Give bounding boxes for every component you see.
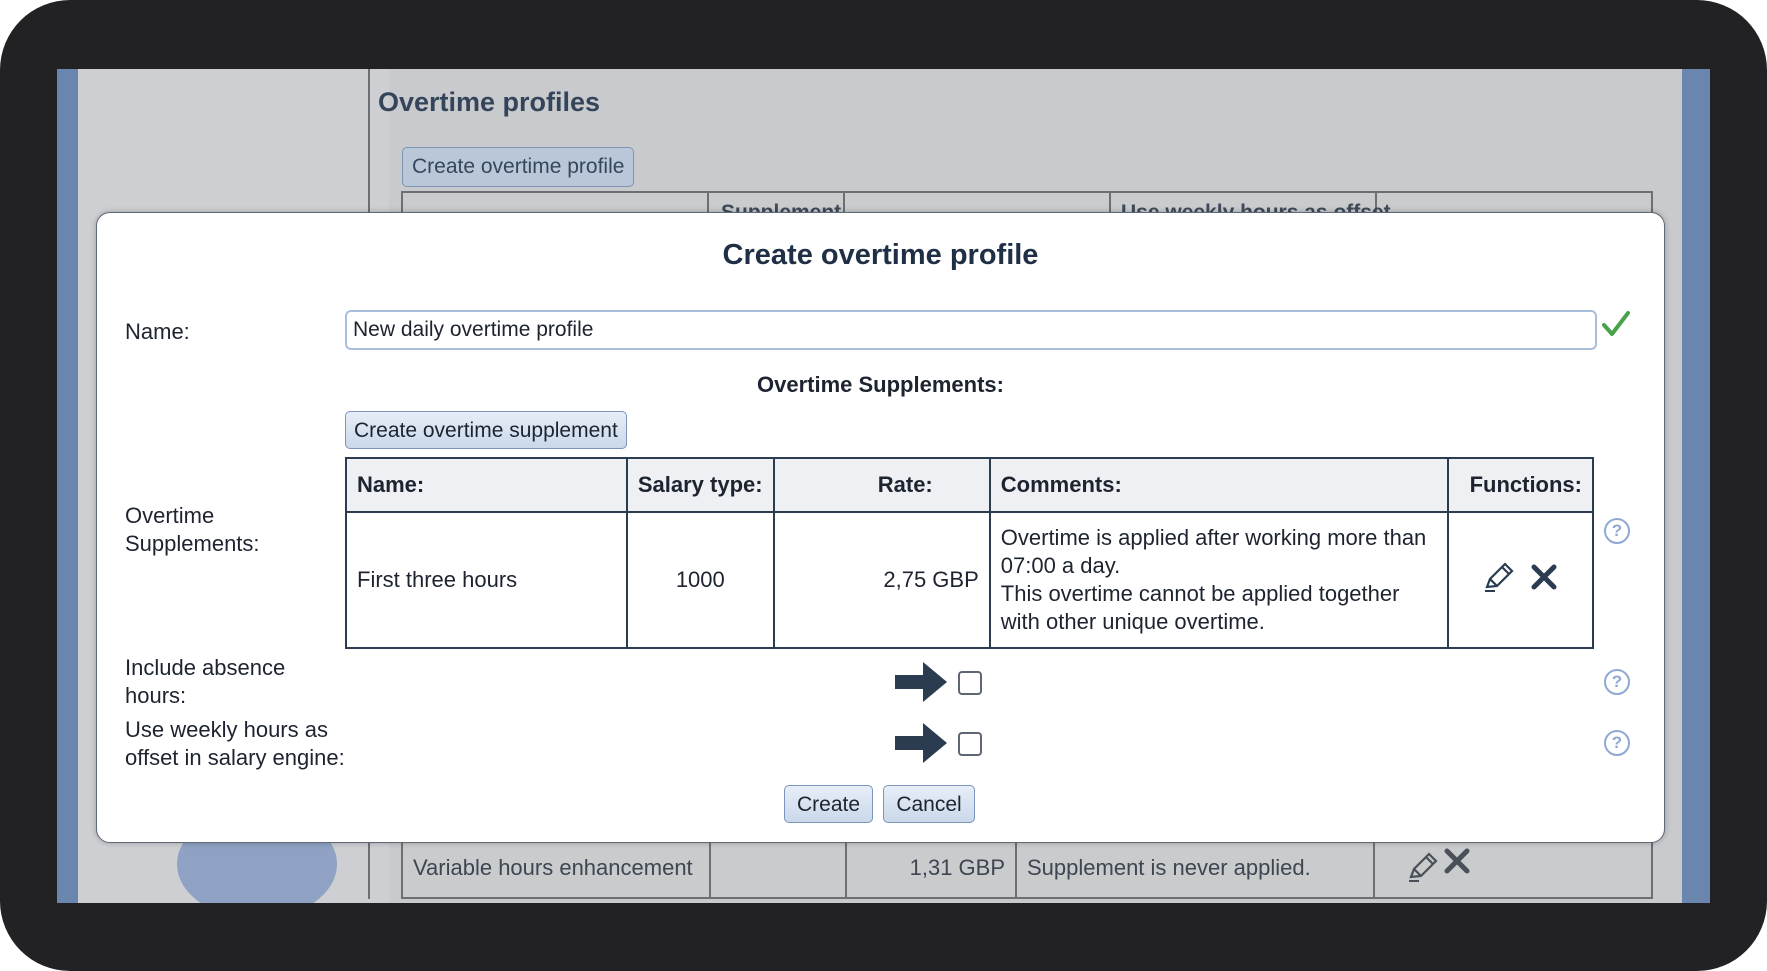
supplements-heading: Overtime Supplements: — [757, 372, 1004, 397]
background-table-row — [401, 837, 1653, 899]
help-icon[interactable]: ? — [1604, 730, 1630, 756]
col-header-salary-type: Salary type: — [627, 458, 774, 512]
col-header-rate: Rate: — [774, 458, 990, 512]
col-header-functions: Functions: — [1448, 458, 1593, 512]
profile-name-input[interactable] — [345, 310, 1597, 350]
arrow-right-icon — [893, 720, 949, 766]
create-profile-dialog — [96, 212, 1665, 843]
close-icon[interactable] — [1531, 564, 1557, 596]
background-page-title: Overtime profiles — [378, 87, 601, 117]
supplements-label: Overtime Supplements: — [125, 503, 260, 556]
weekly-offset-checkbox[interactable] — [958, 732, 982, 756]
cell-salary-type: 1000 — [627, 512, 774, 648]
weekly-offset-label: Use weekly hours as offset in salary engine: — [125, 717, 345, 770]
pencil-icon[interactable] — [1407, 851, 1439, 891]
cell-comments — [990, 512, 1448, 648]
col-header-name: Name: — [346, 458, 627, 512]
cell-rate: 2,75 GBP — [774, 512, 990, 648]
cell-functions — [1448, 512, 1593, 648]
cell-name: First three hours — [346, 512, 627, 648]
cancel-button[interactable]: Cancel — [883, 785, 975, 823]
name-label: Name: — [125, 319, 190, 344]
background-row-sep — [709, 839, 711, 897]
supplements-table — [345, 457, 1594, 649]
background-row-sep — [1373, 839, 1375, 897]
comment-line: Overtime is applied after working more than 07:00 a day. — [1000, 525, 1427, 578]
background-create-profile-button[interactable]: Create overtime profile — [402, 147, 634, 187]
include-absence-checkbox[interactable] — [958, 671, 982, 695]
background-row-sep — [845, 839, 847, 897]
background-row-sep — [1015, 839, 1017, 897]
create-button[interactable]: Create — [784, 785, 873, 823]
background-row-rate: 1,31 GBP — [909, 855, 1005, 880]
arrow-right-icon — [893, 659, 949, 705]
dialog-title: Create overtime profile — [722, 239, 1039, 271]
comment-line: This overtime cannot be applied together with other unique overtime. — [1000, 581, 1400, 634]
help-icon[interactable]: ? — [1604, 669, 1630, 695]
table-header-row — [346, 458, 1593, 512]
col-header-comments: Comments: — [990, 458, 1448, 512]
pencil-icon[interactable] — [1483, 561, 1515, 599]
close-icon[interactable] — [1443, 847, 1471, 883]
background-row-name: Variable hours enhancement — [413, 855, 693, 880]
right-edge-strip — [1682, 69, 1710, 903]
checkmark-icon — [1601, 309, 1631, 348]
create-supplement-button[interactable]: Create overtime supplement — [345, 411, 627, 449]
background-row-comment: Supplement is never applied. — [1027, 855, 1311, 880]
include-absence-label: Include absence hours: — [125, 655, 286, 708]
left-edge-strip — [57, 69, 78, 903]
table-row — [346, 512, 1593, 648]
help-icon[interactable]: ? — [1604, 518, 1630, 544]
